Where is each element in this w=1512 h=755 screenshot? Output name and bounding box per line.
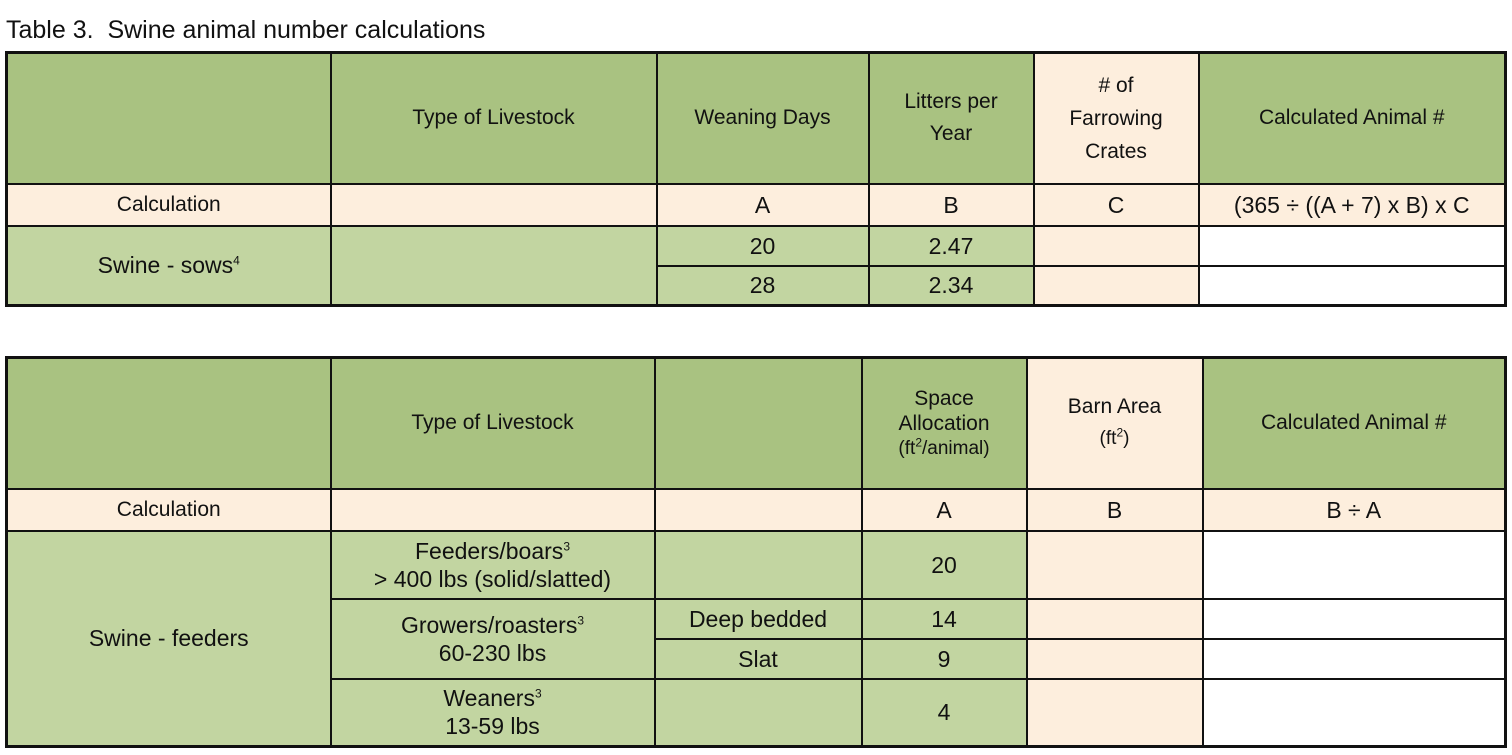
calculation-subtype-cell (655, 489, 862, 531)
table-caption: Table 3. Swine animal number calculations (6, 16, 486, 44)
header-calculated-animal: Calculated Animal # (1199, 53, 1506, 184)
calculation-b: B (869, 184, 1034, 226)
calculation-formula: (365 ÷ ((A + 7) x B) x C (1199, 184, 1506, 226)
sows-type-cell (331, 226, 657, 306)
calculation-a: A (657, 184, 869, 226)
calculation-type-cell (331, 489, 655, 531)
weaners-barn-area-input[interactable] (1027, 679, 1203, 747)
slat-barn-area-input[interactable] (1027, 639, 1203, 679)
sows-calculated-28[interactable] (1199, 266, 1506, 306)
header-blank-cell (7, 53, 331, 184)
header-calculated-animal: Calculated Animal # (1203, 358, 1506, 489)
header-farrowing-crates: # of Farrowing Crates (1034, 53, 1199, 184)
deep-bedded-space: 14 (862, 599, 1027, 639)
sows-crates-input-28[interactable] (1034, 266, 1199, 306)
sows-table (5, 51, 1507, 307)
feeders-table (5, 356, 1507, 748)
header-weaning-days: Weaning Days (657, 53, 869, 184)
header-litters-per-year: Litters per Year (869, 53, 1034, 184)
weaners-space: 4 (862, 679, 1027, 747)
calculation-label: Calculation (7, 489, 331, 531)
slat-calculated[interactable] (1203, 639, 1506, 679)
weaners-subtype (655, 679, 862, 747)
sows-weaning-28: 28 (657, 266, 869, 306)
deep-bedded-label: Deep bedded (655, 599, 862, 639)
feeders-boars-subtype (655, 531, 862, 599)
deep-bedded-calculated[interactable] (1203, 599, 1506, 639)
calculation-type-cell (331, 184, 657, 226)
feeders-boars-label: Feeders/boars$^3$ > 400 lbs (solid/slatted) (331, 531, 655, 599)
weaners-calculated[interactable] (1203, 679, 1506, 747)
sows-litters-28: 2.34 (869, 266, 1034, 306)
growers-roasters-label: Growers/roasters$^3$ 60-230 lbs (331, 599, 655, 679)
header-subtype-blank (655, 358, 862, 489)
calculation-b: B (1027, 489, 1203, 531)
swine-feeders-label: Swine - feeders (7, 531, 331, 747)
weaners-label: Weaners$^3$ 13-59 lbs (331, 679, 655, 747)
header-space-allocation: Space Allocation $(ft^2/animal)$ (862, 358, 1027, 489)
feeders-boars-calculated[interactable] (1203, 531, 1506, 599)
calculation-a: A (862, 489, 1027, 531)
sows-crates-input-20[interactable] (1034, 226, 1199, 266)
header-barn-area: Barn Area $(ft^2)$ (1027, 358, 1203, 489)
feeders-boars-barn-area-input[interactable] (1027, 531, 1203, 599)
swine-sows-label: Swine - sows$^4$ (7, 226, 331, 306)
slat-space: 9 (862, 639, 1027, 679)
calculation-formula: B ÷ A (1203, 489, 1506, 531)
deep-bedded-barn-area-input[interactable] (1027, 599, 1203, 639)
sows-weaning-20: 20 (657, 226, 869, 266)
header-type-of-livestock: Type of Livestock (331, 53, 657, 184)
header-blank-cell (7, 358, 331, 489)
header-type-of-livestock: Type of Livestock (331, 358, 655, 489)
calculation-label: Calculation (7, 184, 331, 226)
feeders-boars-space: 20 (862, 531, 1027, 599)
calculation-c: C (1034, 184, 1199, 226)
sows-calculated-20[interactable] (1199, 226, 1506, 266)
sows-litters-20: 2.47 (869, 226, 1034, 266)
slat-label: Slat (655, 639, 862, 679)
